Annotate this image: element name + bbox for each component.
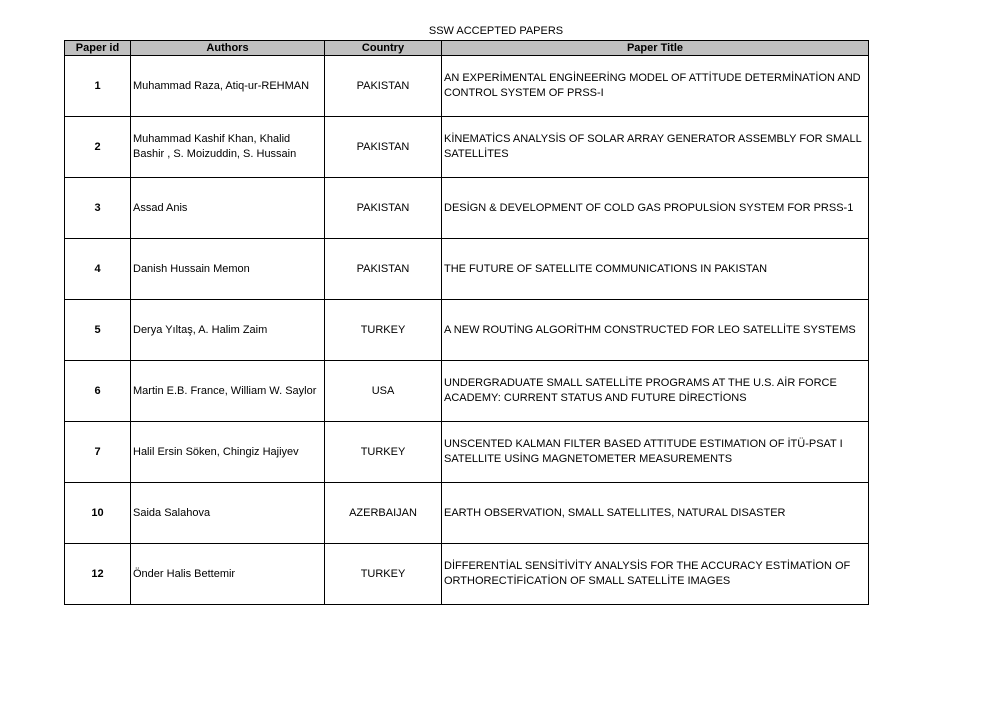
paper-id-cell: 12 xyxy=(65,544,131,605)
authors-cell: Muhammad Raza, Atiq-ur-REHMAN xyxy=(131,56,325,117)
authors-cell: Önder Halis Bettemir xyxy=(131,544,325,605)
country-cell: TURKEY xyxy=(325,544,442,605)
header-row xyxy=(65,41,869,56)
paper-title-cell: DESİGN & DEVELOPMENT OF COLD GAS PROPULSİON SYSTEM FOR PRSS-1 xyxy=(442,178,869,239)
paper-id-cell: 5 xyxy=(65,300,131,361)
paper-id-cell: 7 xyxy=(65,422,131,483)
header-paper-id: Paper id xyxy=(65,41,131,56)
paper-title-cell: DİFFERENTİAL SENSİTİVİTY ANALYSİS FOR THE ACCURACY ESTİMATİON OF ORTHORECTİFİCATİON OF SMALL SATELLİTE IMAGES xyxy=(442,544,869,605)
document-title: SSW ACCEPTED PAPERS xyxy=(428,25,564,37)
header-authors: Authors xyxy=(131,41,325,56)
table-row xyxy=(65,56,869,117)
country-cell: PAKISTAN xyxy=(325,239,442,300)
paper-title-cell: A NEW ROUTİNG ALGORİTHM CONSTRUCTED FOR LEO SATELLİTE SYSTEMS xyxy=(442,300,869,361)
table-row xyxy=(65,300,869,361)
header-paper-title: Paper Title xyxy=(442,41,869,56)
table-row xyxy=(65,117,869,178)
authors-cell: Muhammad Kashif Khan, Khalid Bashir , S. Moizuddin, S. Hussain xyxy=(131,117,325,178)
authors-cell: Martin E.B. France, William W. Saylor xyxy=(131,361,325,422)
authors-cell: Halil Ersin Söken, Chingiz Hajiyev xyxy=(131,422,325,483)
table-row xyxy=(65,178,869,239)
paper-id-cell: 1 xyxy=(65,56,131,117)
table-row xyxy=(65,544,869,605)
paper-id-cell: 10 xyxy=(65,483,131,544)
authors-cell: Danish Hussain Memon xyxy=(131,239,325,300)
authors-cell: Derya Yıltaş, A. Halim Zaim xyxy=(131,300,325,361)
paper-title-cell: UNSCENTED KALMAN FILTER BASED ATTITUDE ESTIMATION OF İTÜ-PSAT I SATELLITE USİNG MAGNETOMETER MEASUREMENTS xyxy=(442,422,869,483)
table-row xyxy=(65,483,869,544)
table-row xyxy=(65,422,869,483)
paper-title-cell: EARTH OBSERVATION, SMALL SATELLITES, NATURAL DISASTER xyxy=(442,483,869,544)
country-cell: PAKISTAN xyxy=(325,56,442,117)
authors-cell: Saida Salahova xyxy=(131,483,325,544)
country-cell: AZERBAIJAN xyxy=(325,483,442,544)
country-cell: USA xyxy=(325,361,442,422)
country-cell: PAKISTAN xyxy=(325,117,442,178)
authors-cell: Assad Anis xyxy=(131,178,325,239)
table-row xyxy=(65,361,869,422)
paper-title-cell: UNDERGRADUATE SMALL SATELLİTE PROGRAMS AT THE U.S. AİR FORCE ACADEMY: CURRENT STATUS AND FUTURE DİRECTİONS xyxy=(442,361,869,422)
paper-id-cell: 2 xyxy=(65,117,131,178)
paper-id-cell: 4 xyxy=(65,239,131,300)
table-row xyxy=(65,239,869,300)
header-country: Country xyxy=(325,41,442,56)
paper-title-cell: KİNEMATİCS ANALYSİS OF SOLAR ARRAY GENERATOR ASSEMBLY FOR SMALL SATELLİTES xyxy=(442,117,869,178)
paper-title-cell: AN EXPERİMENTAL ENGİNEERİNG MODEL OF ATTİTUDE DETERMİNATİON AND CONTROL SYSTEM OF PRSS-I xyxy=(442,56,869,117)
country-cell: TURKEY xyxy=(325,422,442,483)
paper-title-cell: THE FUTURE OF SATELLITE COMMUNICATIONS IN PAKISTAN xyxy=(442,239,869,300)
paper-id-cell: 3 xyxy=(65,178,131,239)
accepted-papers-table xyxy=(64,40,869,605)
country-cell: PAKISTAN xyxy=(325,178,442,239)
paper-id-cell: 6 xyxy=(65,361,131,422)
country-cell: TURKEY xyxy=(325,300,442,361)
